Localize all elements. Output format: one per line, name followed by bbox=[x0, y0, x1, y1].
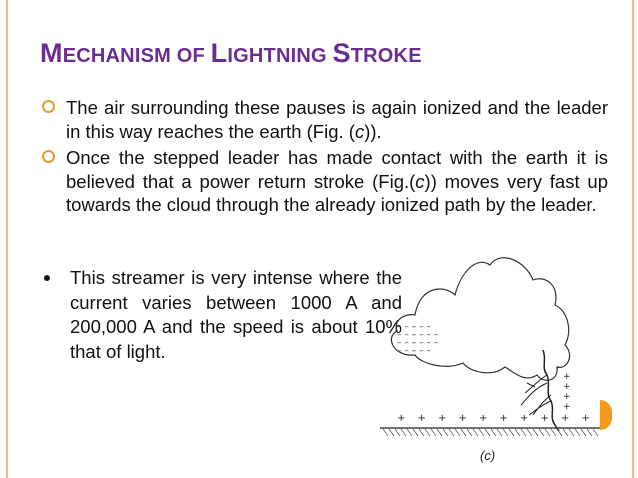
ground-plus-sign: + bbox=[438, 413, 447, 424]
bullet-text-italic: c bbox=[354, 120, 365, 142]
hatch-line bbox=[491, 429, 496, 436]
bullet-list bbox=[40, 96, 608, 220]
negative-charges bbox=[397, 322, 439, 356]
hatch-line bbox=[533, 429, 538, 436]
stroke-plus-sign: + bbox=[563, 382, 571, 392]
ground-plus-sign: + bbox=[397, 413, 406, 424]
negative-charge-row: – – – – – bbox=[397, 322, 431, 332]
hatch-line bbox=[563, 429, 568, 436]
title-part: S bbox=[332, 38, 351, 68]
ground-plus-sign: + bbox=[417, 413, 426, 424]
hatch-line bbox=[443, 429, 448, 436]
sub-bullet-text: This streamer is very intense where the current varies between 1000 A and 200,000 A and the speed is about 10% that of light. bbox=[70, 267, 402, 362]
hatch-line bbox=[485, 429, 490, 436]
left-border bbox=[6, 0, 8, 478]
hatch-line bbox=[521, 429, 526, 436]
hatch-line bbox=[389, 429, 394, 436]
hatch-line bbox=[473, 429, 478, 436]
hatch-line bbox=[569, 429, 574, 436]
ground-plus-sign: + bbox=[581, 413, 590, 424]
cloud-outline bbox=[391, 258, 569, 381]
hatch-line bbox=[413, 429, 418, 436]
hatch-line bbox=[479, 429, 484, 436]
bullet-marker-icon bbox=[42, 150, 55, 163]
hatch-line bbox=[455, 429, 460, 436]
bullet-marker-icon bbox=[42, 100, 55, 113]
bullet-dot-icon bbox=[44, 275, 50, 281]
title-part: L bbox=[210, 38, 228, 68]
hatch-line bbox=[395, 429, 400, 436]
figure-caption: (c) bbox=[480, 448, 496, 463]
negative-charge-row: – – – – – bbox=[397, 346, 431, 356]
slide-title bbox=[40, 38, 600, 69]
hatch-line bbox=[503, 429, 508, 436]
hatch-line bbox=[431, 429, 436, 436]
stroke-plus-sign: + bbox=[563, 372, 571, 382]
hatch-line bbox=[551, 429, 556, 436]
orange-accent bbox=[600, 400, 612, 430]
hatch-line bbox=[557, 429, 562, 436]
title-part: M bbox=[40, 38, 63, 68]
hatch-line bbox=[383, 429, 388, 436]
bullet-item bbox=[40, 146, 608, 217]
hatch-line bbox=[545, 429, 550, 436]
bullet-text: The air surrounding these pauses is again ionized and the leader in this way reaches the earth (Fig. ( bbox=[66, 97, 608, 142]
title-part: TROKE bbox=[350, 45, 422, 67]
hatch-line bbox=[587, 429, 592, 436]
bullet-item bbox=[40, 96, 608, 143]
hatch-line bbox=[467, 429, 472, 436]
hatch-line bbox=[539, 429, 544, 436]
hatch-line bbox=[449, 429, 454, 436]
negative-charge-row: – – – – – – bbox=[397, 338, 439, 348]
ground-plus-sign: + bbox=[561, 413, 570, 424]
sub-bullet-item bbox=[42, 266, 402, 364]
title-part: ECHANISM OF bbox=[62, 45, 211, 67]
hatch-line bbox=[461, 429, 466, 436]
hatch-line bbox=[419, 429, 424, 436]
stroke-plus-sign: + bbox=[563, 402, 571, 412]
ground-plus-sign: + bbox=[499, 413, 508, 424]
ground-plus-sign: + bbox=[540, 413, 549, 424]
figure-svg bbox=[375, 255, 600, 465]
hatch-line bbox=[509, 429, 514, 436]
bullet-text: Once the stepped leader has made contact with the earth it is believed that a power return stroke (Fig.( bbox=[66, 147, 608, 192]
hatch-line bbox=[425, 429, 430, 436]
bullet-text: )) moves very fast up towards the cloud through the already ionized path by the leader. bbox=[66, 170, 608, 215]
negative-charge-row: – – – – – – bbox=[397, 330, 439, 340]
stroke-positive-charges bbox=[563, 372, 571, 412]
right-border bbox=[632, 0, 634, 478]
stroke-plus-sign: + bbox=[563, 392, 571, 402]
ground-positive-charges bbox=[397, 413, 590, 424]
ground-plus-sign: + bbox=[458, 413, 467, 424]
hatch-line bbox=[575, 429, 580, 436]
hatch-line bbox=[407, 429, 412, 436]
hatch-line bbox=[581, 429, 586, 436]
hatch-line bbox=[593, 429, 598, 436]
lightning-figure bbox=[375, 255, 600, 465]
title-part: IGHTNING bbox=[227, 45, 333, 67]
bullet-text: )). bbox=[364, 120, 382, 142]
hatch-line bbox=[437, 429, 442, 436]
hatch-line bbox=[401, 429, 406, 436]
ground-plus-sign: + bbox=[520, 413, 529, 424]
hatch-line bbox=[497, 429, 502, 436]
stroke-branch bbox=[521, 375, 551, 415]
bullet-text-italic: c bbox=[415, 170, 425, 192]
ground-hatch bbox=[383, 429, 598, 436]
ground-plus-sign: + bbox=[479, 413, 488, 424]
hatch-line bbox=[527, 429, 532, 436]
hatch-line bbox=[515, 429, 520, 436]
